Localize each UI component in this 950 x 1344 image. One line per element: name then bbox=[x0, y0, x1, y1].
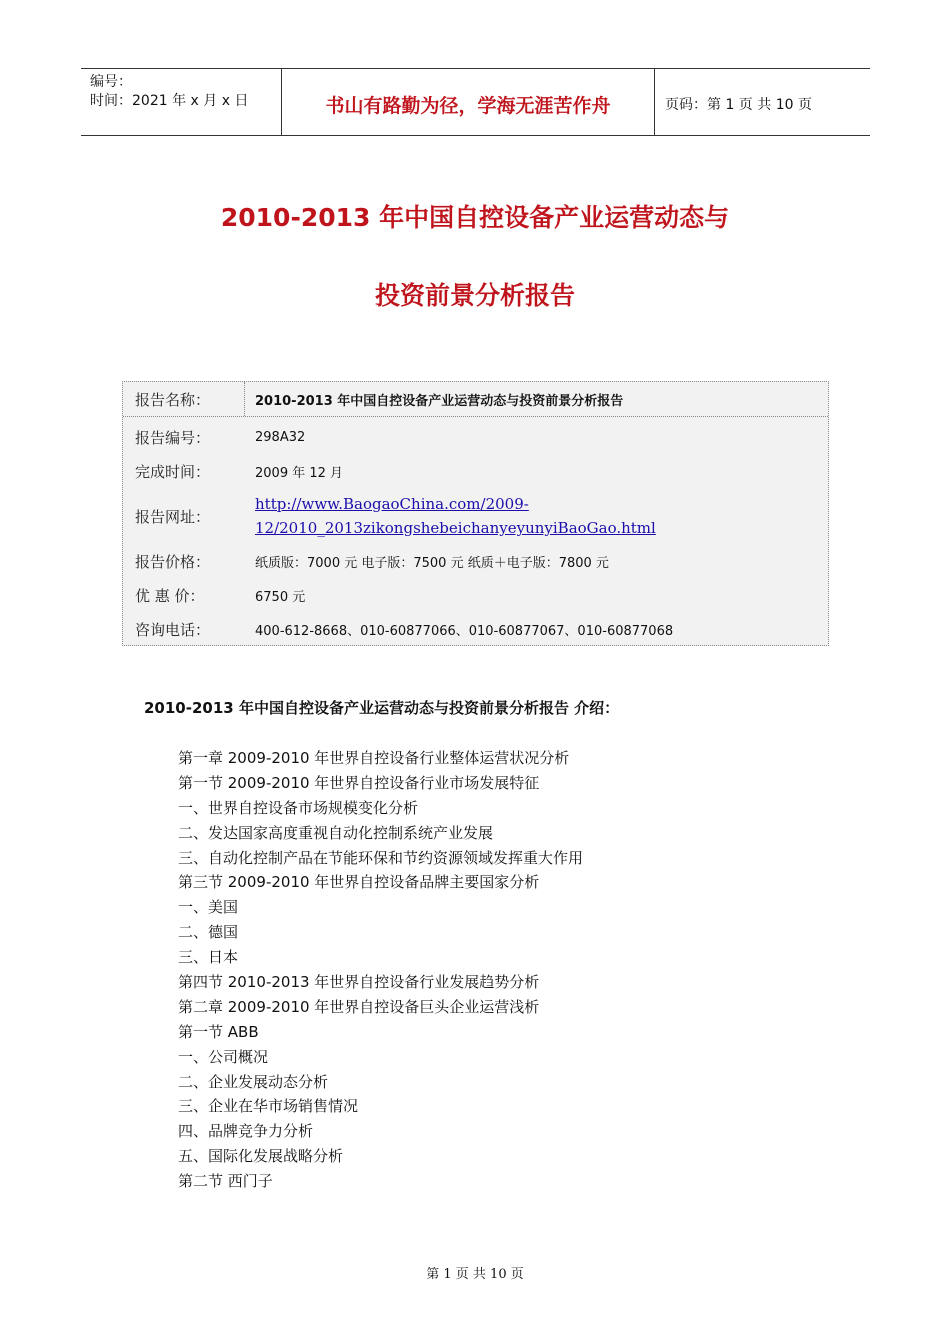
toc-item: 一、世界自控设备市场规模变化分析 bbox=[178, 798, 419, 817]
info-label: 报告价格： bbox=[135, 552, 211, 571]
toc-item: 二、德国 bbox=[178, 923, 239, 942]
toc-item: 四、品牌竞争力分析 bbox=[178, 1122, 314, 1141]
toc-item: 第三节 2009-2010 年世界自控设备品牌主要国家分析 bbox=[178, 873, 540, 892]
report-info-table bbox=[122, 381, 829, 646]
toc-item: 五、国际化发展战略分析 bbox=[178, 1147, 344, 1166]
info-value: 2010-2013 年中国自控设备产业运营动态与投资前景分析报告 bbox=[255, 393, 624, 409]
toc-item: 第一节 ABB bbox=[178, 1022, 259, 1041]
document-title-line2: 投资前景分析报告 bbox=[374, 281, 575, 310]
number-label: 编号： bbox=[90, 74, 132, 90]
toc-item: 第一节 2009-2010 年世界自控设备行业市场发展特征 bbox=[178, 773, 540, 792]
toc-item: 一、美国 bbox=[178, 898, 239, 917]
page-header bbox=[81, 68, 870, 136]
info-label: 优 惠 价： bbox=[135, 586, 205, 605]
header-page-info: 页码：第 1 页 共 10 页 bbox=[665, 97, 812, 113]
time-label: 时间：2021 年 x 月 x 日 bbox=[90, 93, 249, 109]
url-line2[interactable]: 12/2010_2013zikongshebeichanyeyunyiBaoGao.html bbox=[255, 519, 656, 537]
info-value: 纸质版：7000 元 电子版：7500 元 纸质＋电子版：7800 元 bbox=[255, 555, 609, 571]
url-line1[interactable]: http://www.BaogaoChina.com/2009- bbox=[255, 495, 529, 513]
info-row-url bbox=[123, 490, 828, 542]
toc-item: 二、发达国家高度重视自动化控制系统产业发展 bbox=[178, 823, 494, 842]
report-url-link[interactable] bbox=[245, 492, 656, 540]
header-meta bbox=[81, 69, 282, 135]
info-label: 完成时间： bbox=[135, 462, 211, 481]
toc-item: 第四节 2010-2013 年世界自控设备行业发展趋势分析 bbox=[178, 973, 540, 992]
info-row-price bbox=[123, 546, 828, 576]
info-label: 报告网址： bbox=[135, 507, 211, 526]
info-label: 报告名称： bbox=[123, 382, 245, 416]
toc-item: 第一章 2009-2010 年世界自控设备行业整体运营状况分析 bbox=[178, 749, 570, 767]
toc-item: 第二节 西门子 bbox=[178, 1172, 273, 1191]
toc-item: 第二章 2009-2010 年世界自控设备巨头企业运营浅析 bbox=[178, 997, 540, 1016]
info-row-date bbox=[123, 456, 828, 486]
info-value: 2009 年 12 月 bbox=[255, 465, 344, 481]
info-value: 298A32 bbox=[255, 429, 306, 445]
table-of-contents bbox=[178, 746, 583, 1194]
intro-heading: 2010-2013 年中国自控设备产业运营动态与投资前景分析报告 介绍： bbox=[144, 699, 620, 717]
info-row-name bbox=[123, 382, 828, 417]
info-label: 报告编号： bbox=[135, 428, 211, 447]
toc-item: 二、企业发展动态分析 bbox=[178, 1072, 329, 1091]
page-footer: 第 1 页 共 10 页 bbox=[426, 1267, 524, 1282]
info-row-phone bbox=[123, 614, 828, 644]
toc-item: 三、企业在华市场销售情况 bbox=[178, 1097, 359, 1116]
info-label: 咨询电话： bbox=[135, 620, 211, 639]
toc-item: 三、日本 bbox=[178, 948, 239, 967]
discount-price: 6750 元 bbox=[255, 589, 306, 605]
phone-numbers: 400-612-8668、010-60877066、010-60877067、010-60877068 bbox=[255, 623, 674, 639]
info-row-code bbox=[123, 422, 828, 452]
document-title-line1: 2010-2013 年中国自控设备产业运营动态与 bbox=[220, 203, 730, 232]
toc-item: 一、公司概况 bbox=[178, 1047, 269, 1066]
info-row-discount bbox=[123, 580, 828, 610]
header-motto: 书山有路勤为径，学海无涯苦作舟 bbox=[282, 69, 655, 135]
toc-item: 三、自动化控制产品在节能环保和节约资源领域发挥重大作用 bbox=[178, 848, 584, 867]
